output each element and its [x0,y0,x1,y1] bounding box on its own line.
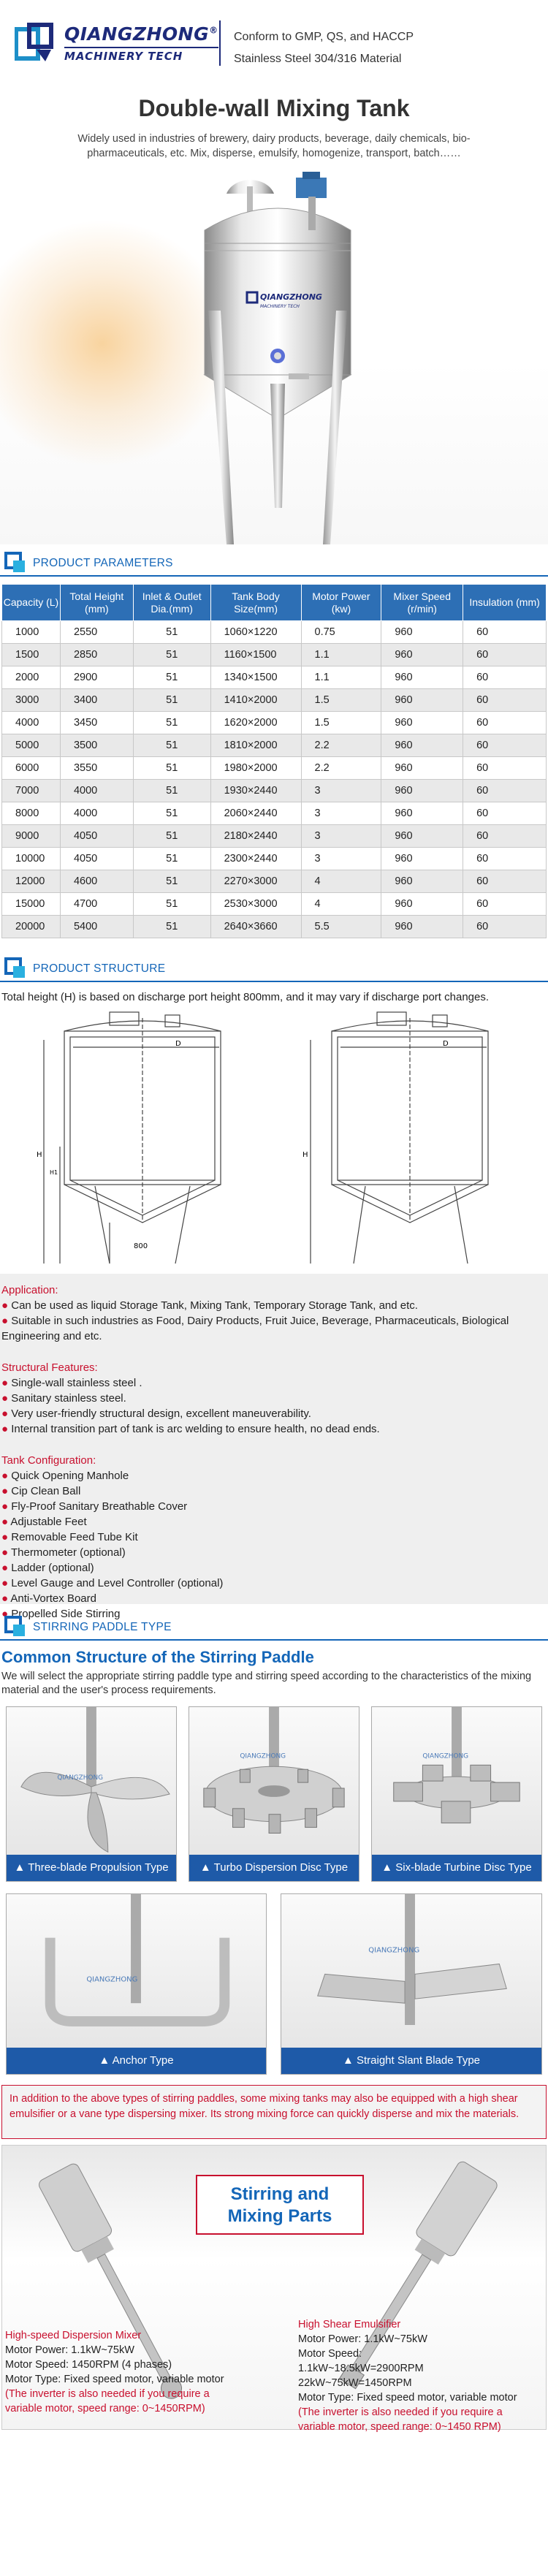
slant-blade-icon [281,1894,541,2048]
technical-drawing [0,1003,548,1274]
table-cell: 60 [463,916,547,938]
list-item: ● Level Gauge and Level Controller (optional) [1,1577,224,1589]
table-row [2,848,547,870]
table-cell: 3450 [60,712,133,734]
table-cell: 51 [133,870,210,893]
spec-line: Motor Type: Fixed speed motor, variable motor [298,2392,517,2404]
table-header-cell: Insulation (mm) [463,585,547,621]
section-paddle-heading [0,1608,548,1641]
table-cell: 1.1 [301,644,381,666]
table-cell: 960 [381,712,463,734]
table-cell: 960 [381,621,463,644]
table-row [2,712,547,734]
paddle-card-six-blade[interactable] [371,1706,542,1882]
table-header-cell: Capacity (L) [2,585,61,621]
table-row [2,802,547,825]
table-header-cell: Inlet & Outlet Dia.(mm) [133,585,210,621]
paddle-watermark: QIANGZHONG [240,1752,286,1760]
table-row [2,757,547,780]
shear-emulsifier-specs [298,2317,539,2434]
table-cell: 51 [133,666,210,689]
paddle-type-label: ▲ Three-blade Propulsion Type [7,1855,176,1881]
list-item: ● Cip Clean Ball [1,1485,81,1497]
claim-gmp: Conform to GMP, QS, and HACCP [234,31,414,43]
table-cell: 960 [381,757,463,780]
table-row [2,870,547,893]
section-structure-title: PRODUCT STRUCTURE [33,962,166,975]
brand-logo[interactable] [15,22,218,64]
table-cell: 1980×2000 [210,757,301,780]
header [0,0,548,88]
parameters-section [0,577,548,938]
paddle-grid [0,1698,548,2085]
table-cell: 60 [463,644,547,666]
table-cell: 51 [133,644,210,666]
logo-icon [15,22,57,64]
table-cell: 60 [463,757,547,780]
list-item: ● Suitable in such industries as Food, Dairy Products, Fruit Juice, Beverage, Pharmaceuticals, Biological Engineering and etc. [1,1315,509,1342]
list-item: ● Sanitary stainless steel. [1,1392,126,1405]
table-cell: 51 [133,757,210,780]
list-item: ● Single-wall stainless steel . [1,1377,142,1389]
table-header-row [2,585,547,621]
table-cell: 1930×2440 [210,780,301,802]
table-cell: 9000 [2,825,61,848]
parameter-table [1,584,547,938]
spec-line: Motor Speed: 1450RPM (4 phases) [5,2359,172,2371]
table-cell: 1340×1500 [210,666,301,689]
anchor-icon [7,1894,266,2048]
table-cell: 2000 [2,666,61,689]
table-cell: 51 [133,848,210,870]
brand-sub: MACHINERY TECH [64,47,218,63]
table-cell: 60 [463,848,547,870]
spec-line: Motor Power: 1.1kW~75kW [5,2344,134,2356]
table-cell: 60 [463,734,547,757]
table-cell: 3400 [60,689,133,712]
list-item: ● Removable Feed Tube Kit [1,1531,138,1543]
table-row [2,825,547,848]
table-cell: 2530×3000 [210,893,301,916]
section-flag-icon [4,552,26,574]
turbo-disc-icon [189,1707,359,1855]
table-cell: 1060×1220 [210,621,301,644]
table-cell: 960 [381,870,463,893]
paddle-watermark: QIANGZHONG [86,1975,138,1984]
table-cell: 7000 [2,780,61,802]
table-cell: 51 [133,825,210,848]
table-cell: 2550 [60,621,133,644]
table-cell: 1.1 [301,666,381,689]
table-cell: 60 [463,780,547,802]
table-row [2,689,547,712]
application-block [0,1274,548,1620]
paddle-card-slant-blade[interactable] [281,1893,542,2075]
table-cell: 1160×1500 [210,644,301,666]
paddle-card-propulsion[interactable] [6,1706,177,1882]
table-cell: 20000 [2,916,61,938]
table-cell: 60 [463,893,547,916]
propeller-icon [7,1707,176,1855]
dim-leg-left: 800 [134,1242,148,1250]
table-cell: 60 [463,621,547,644]
section-flag-icon [4,1616,26,1638]
table-cell: 4700 [60,893,133,916]
table-cell: 960 [381,644,463,666]
notice-box: In addition to the above types of stirring paddles, some mixing tanks may also be equipped with a high shear emulsifier or a vane type dispersing mixer. Its strong mixing force can quickly disperse and mix the materials. [1,2085,547,2139]
table-row [2,644,547,666]
table-cell: 2.2 [301,734,381,757]
table-cell: 60 [463,870,547,893]
table-cell: 960 [381,916,463,938]
table-cell: 60 [463,666,547,689]
table-cell: 0.75 [301,621,381,644]
application-title: Application: [1,1284,58,1296]
table-row [2,893,547,916]
mixing-parts-panel [1,2145,547,2433]
dim-h-right: H [302,1151,308,1159]
table-cell: 1000 [2,621,61,644]
paddle-heading: Common Structure of the Stirring Paddle [1,1648,314,1666]
table-cell: 4000 [2,712,61,734]
table-row [2,666,547,689]
paddle-card-anchor[interactable] [6,1893,267,2075]
paddle-watermark: QIANGZHONG [422,1752,469,1760]
table-cell: 51 [133,621,210,644]
header-divider [219,20,221,66]
config-title: Tank Configuration: [1,1454,96,1467]
six-blade-turbine-icon [372,1707,541,1855]
table-cell: 4000 [60,780,133,802]
table-header-cell: Total Height (mm) [60,585,133,621]
paddle-card-turbo[interactable] [189,1706,359,1882]
table-cell: 3000 [2,689,61,712]
table-cell: 2300×2440 [210,848,301,870]
list-item: ● Internal transition part of tank is arc welding to ensure health, no dead ends. [1,1423,380,1435]
paddle-watermark: QIANGZHONG [57,1774,104,1782]
spec-line: Motor Speed: [298,2348,362,2360]
features-title: Structural Features: [1,1361,98,1374]
mixing-tank-image [139,164,416,544]
dim-h1-left: H1 [50,1169,58,1176]
table-row [2,734,547,757]
table-body [2,621,547,938]
paddle-type-label: ▲ Straight Slant Blade Type [281,2048,541,2074]
paddle-watermark: QIANGZHONG [368,1946,420,1955]
section-parameters-title: PRODUCT PARAMETERS [33,557,173,569]
table-cell: 960 [381,893,463,916]
table-cell: 15000 [2,893,61,916]
table-cell: 1620×2000 [210,712,301,734]
table-header-cell: Tank Body Size(mm) [210,585,301,621]
table-cell: 4 [301,893,381,916]
dim-d-right: D [443,1040,449,1048]
paddle-type-label: ▲ Anchor Type [7,2048,266,2074]
table-header-cell: Motor Power (kw) [301,585,381,621]
spec-line: 1.1kW~18.5kW=2900RPM [298,2363,424,2374]
table-cell: 1.5 [301,689,381,712]
dim-d-left: D [175,1040,181,1048]
table-cell: 3 [301,802,381,825]
paddle-intro: We will select the appropriate stirring paddle type and stirring speed according to the characteristics of the mixing material and the user's process requirements. [1,1671,532,1696]
table-cell: 51 [133,734,210,757]
list-item: ● Quick Opening Manhole [1,1470,129,1482]
table-cell: 60 [463,802,547,825]
table-cell: 2060×2440 [210,802,301,825]
table-cell: 960 [381,734,463,757]
table-cell: 51 [133,802,210,825]
table-cell: 2.2 [301,757,381,780]
structure-drawings [0,1003,548,1274]
section-parameters-heading [0,544,548,577]
table-cell: 960 [381,780,463,802]
table-cell: 12000 [2,870,61,893]
structure-note: Total height (H) is based on discharge port height 800mm, and it may vary if discharge port changes. [1,991,490,1003]
table-cell: 1.5 [301,712,381,734]
table-cell: 960 [381,689,463,712]
table-cell: 8000 [2,802,61,825]
table-cell: 51 [133,689,210,712]
list-item: ● Fly-Proof Sanitary Breathable Cover [1,1500,188,1513]
table-cell: 51 [133,780,210,802]
spec-line: 22kW~75kW=1450RPM [298,2377,412,2389]
section-flag-icon [4,957,26,979]
table-cell: 3 [301,848,381,870]
brand-name: QIANGZHONG [64,23,210,45]
motor-icon [296,178,327,198]
table-cell: 51 [133,712,210,734]
list-item: ● Propelled Side Stirring [1,1608,121,1620]
inverter-note: (The inverter is also needed if you require a variable motor, speed range: 0~1450RPM) [5,2388,210,2414]
mixing-parts-label: Stirring and Mixing Parts [196,2175,364,2235]
hero-description: Widely used in industries of brewery, dairy products, beverage, daily chemicals, bio-pharmaceuticals, etc. Mix, disperse, emulsify, homogenize, transport, batch…… [77,133,471,159]
paddle-type-label: ▲ Six-blade Turbine Disc Type [372,1855,541,1881]
table-cell: 3 [301,825,381,848]
table-cell: 60 [463,825,547,848]
list-item: ● Anti-Vortex Board [1,1592,96,1605]
list-item: ● Ladder (optional) [1,1562,94,1574]
list-item: ● Thermometer (optional) [1,1546,126,1559]
dim-h-left: H [37,1151,42,1159]
table-cell: 6000 [2,757,61,780]
table-cell: 4 [301,870,381,893]
table-cell: 2180×2440 [210,825,301,848]
tank-brand-label: QIANGZHONG [260,292,322,302]
table-cell: 51 [133,916,210,938]
hero [0,88,548,544]
tank-brand-sublabel: MACHINERY TECH [260,304,300,309]
table-cell: 1810×2000 [210,734,301,757]
table-cell: 60 [463,689,547,712]
table-cell: 4050 [60,848,133,870]
table-cell: 5400 [60,916,133,938]
table-cell: 1410×2000 [210,689,301,712]
list-item: ● Very user-friendly structural design, excellent maneuverability. [1,1407,311,1420]
table-cell: 960 [381,848,463,870]
section-structure-heading [0,950,548,982]
table-cell: 2270×3000 [210,870,301,893]
spec-line: Motor Power: 1.1kW~75kW [298,2333,427,2345]
table-cell: 2900 [60,666,133,689]
paddle-type-label: ▲ Turbo Dispersion Disc Type [189,1855,359,1881]
spec-line: Motor Type: Fixed speed motor, variable motor [5,2374,224,2385]
shear-emulsifier-title: High Shear Emulsifier [298,2319,401,2330]
table-row [2,621,547,644]
table-cell: 51 [133,893,210,916]
list-item: ● Adjustable Feet [1,1516,87,1528]
table-cell: 960 [381,666,463,689]
table-cell: 4000 [60,802,133,825]
table-cell: 1500 [2,644,61,666]
header-claims [234,26,414,70]
table-cell: 3550 [60,757,133,780]
table-row [2,916,547,938]
page-title: Double-wall Mixing Tank [138,95,410,121]
claim-material: Stainless Steel 304/316 Material [234,53,402,65]
section-paddle-title: STIRRING PADDLE TYPE [33,1621,172,1633]
table-cell: 960 [381,802,463,825]
table-cell: 5000 [2,734,61,757]
table-cell: 4600 [60,870,133,893]
table-header-cell: Mixer Speed (r/min) [381,585,463,621]
table-cell: 2640×3660 [210,916,301,938]
dispersion-mixer-specs [5,2328,232,2416]
table-row [2,780,547,802]
table-cell: 3500 [60,734,133,757]
table-cell: 960 [381,825,463,848]
inverter-note: (The inverter is also needed if you require a variable motor, speed range: 0~1450 RPM) [298,2406,503,2433]
table-cell: 60 [463,712,547,734]
table-cell: 4050 [60,825,133,848]
table-cell: 2850 [60,644,133,666]
table-cell: 3 [301,780,381,802]
table-cell: 10000 [2,848,61,870]
dispersion-mixer-title: High-speed Dispersion Mixer [5,2330,142,2341]
brand-reg: ® [209,25,218,36]
list-item: ● Can be used as liquid Storage Tank, Mixing Tank, Temporary Storage Tank, and etc. [1,1299,418,1312]
table-cell: 5.5 [301,916,381,938]
